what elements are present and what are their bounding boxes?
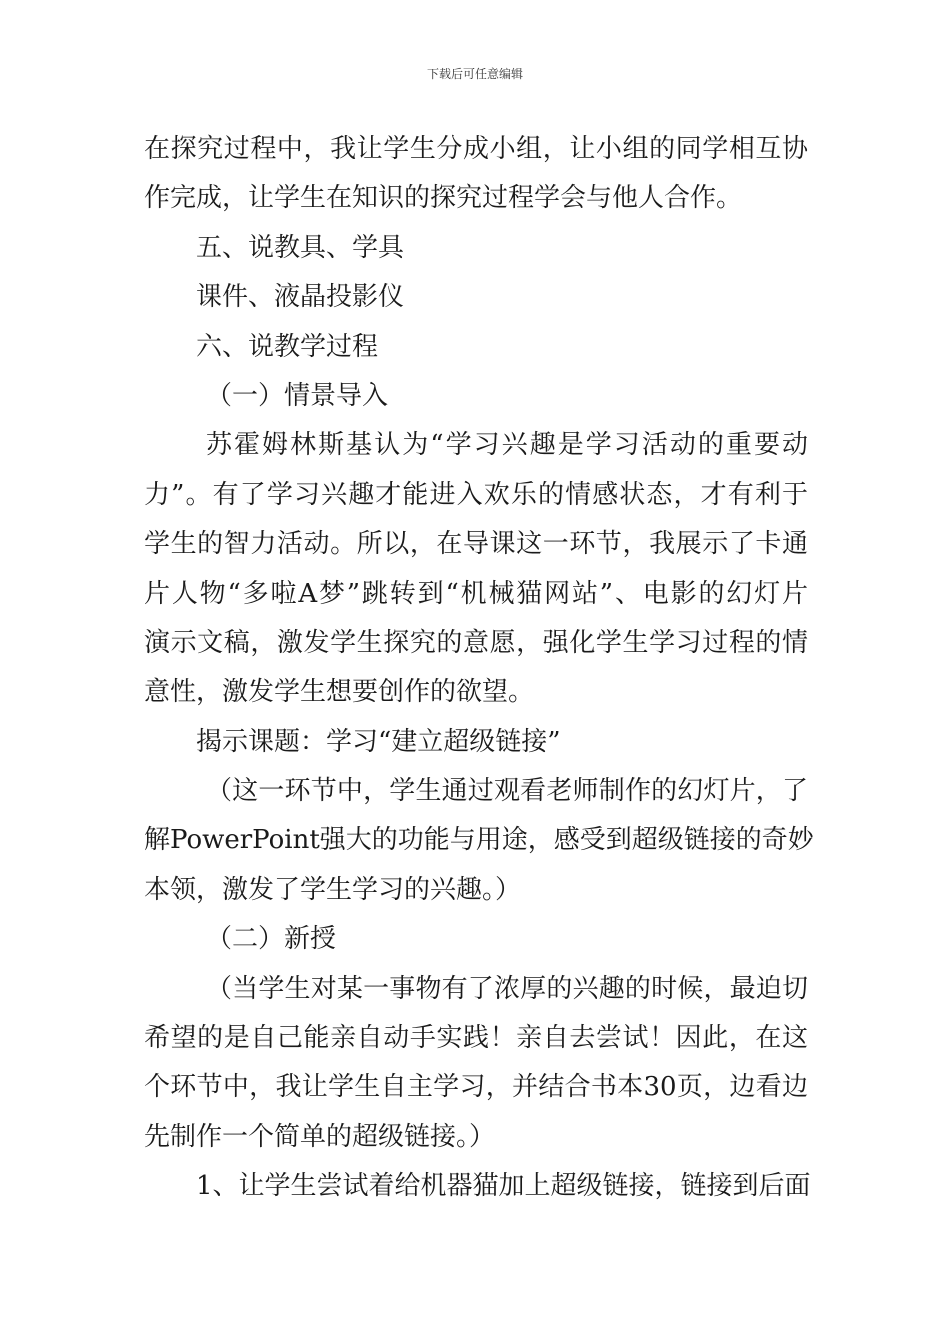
text-line: 演示文稿，激发学生探究的意愿，强化学生学习过程的情	[144, 627, 808, 658]
text-line: 学生的智力活动。所以，在导课这一环节，我展示了卡通	[144, 529, 808, 560]
text-line: 解PowerPoint强大的功能与用途，感受到超级链接的奇妙	[144, 825, 814, 856]
text-line: （当学生对某一事物有了浓厚的兴趣的时候，最迫切	[206, 973, 808, 1004]
text-line: 苏霍姆林斯基认为“学习兴趣是学习活动的重要动	[206, 430, 808, 461]
text-line: 意性，激发学生想要创作的欲望。	[144, 677, 535, 708]
text-line: 力”。有了学习兴趣才能进入欢乐的情感状态，才有利于	[144, 479, 808, 510]
text-line: （这一环节中，学生通过观看老师制作的幻灯片，了	[206, 776, 808, 807]
text-line: 课件、液晶投影仪	[196, 282, 405, 313]
text-line: 个环节中，我让学生自主学习，并结合书本30页，边看边	[144, 1072, 808, 1103]
text-line: 本领，激发了学生学习的兴趣。）	[144, 874, 522, 905]
document-body	[144, 125, 814, 1212]
section-heading: 六、说教学过程	[196, 331, 379, 362]
subsection-heading: （二）新授	[206, 924, 337, 955]
text-line: 片人物“多啦A梦”跳转到“机械猫网站”、电影的幻灯片	[144, 578, 808, 609]
text-line: 作完成，让学生在知识的探究过程学会与他人合作。	[144, 183, 743, 214]
text-line: 先制作一个简单的超级链接。）	[144, 1121, 496, 1152]
subsection-heading: （一）情景导入	[206, 380, 389, 411]
text-line: 揭示课题：学习“建立超级链接”	[196, 726, 561, 757]
page-header: 下载后可任意编辑	[426, 67, 523, 81]
text-line: 希望的是自己能亲自动手实践！亲自去尝试！因此，在这	[144, 1023, 808, 1054]
text-line: 1、让学生尝试着给机器猫加上超级链接，链接到后面	[196, 1171, 811, 1202]
text-line: 在探究过程中，我让学生分成小组，让小组的同学相互协	[144, 134, 808, 164]
section-heading: 五、说教具、学具	[196, 232, 405, 263]
